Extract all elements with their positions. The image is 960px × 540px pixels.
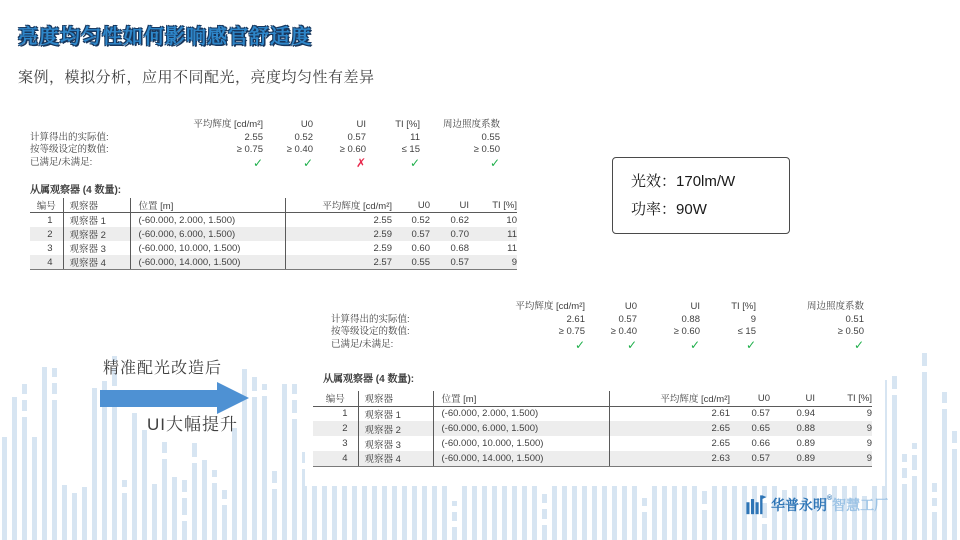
cell: 4 [30,255,63,270]
cell: 0.94 [796,408,815,420]
cell: 2.65 [711,438,730,449]
summary-after [331,301,864,352]
metric-value: 2.61 [566,313,585,325]
efficacy-value: 170lm/W [676,173,736,190]
cell: 0.57 [730,451,770,466]
cell: (-60.000, 14.000, 1.500) [433,451,609,466]
cell: 0.60 [411,242,430,254]
check-icon: ✓ [409,155,420,170]
metric-value: 0.55 [481,131,500,143]
cell: 2.57 [285,255,392,270]
metric-value: ≥ 0.75 [236,144,263,155]
metric-header: 平均辉度 [cd/m²] [193,119,263,130]
check-icon: ✓ [574,337,585,352]
metric-value: ≥ 0.60 [339,144,366,155]
metric-header: TI [%] [395,119,420,130]
row-label: 已满足/未满足: [30,156,93,168]
check-icon: ✓ [252,155,263,170]
column-header: TI [%] [469,198,517,213]
brand-logo [745,494,888,516]
metric-value: ≥ 0.40 [286,144,313,155]
cell: 0.57 [430,255,469,270]
metric-header: U0 [300,119,313,130]
metric-value: 11 [410,131,420,143]
check-icon: ✓ [489,155,500,170]
observer-table-after [313,391,872,467]
row-label: 已满足/未满足: [331,338,394,350]
cell: 0.66 [751,438,770,449]
row-label: 按等级设定的数值: [30,144,109,155]
column-header: TI [%] [815,391,872,406]
cell: 9 [866,408,872,420]
cell: 2.59 [373,242,392,254]
row-label: 按等级设定的数值: [331,326,410,337]
data-table [30,198,517,270]
cell: 2.65 [711,423,730,434]
transition-caption-top: 精准配光改造后 [103,360,223,377]
table-row [30,227,517,241]
metric-header: 周边照度系数 [442,119,500,130]
metric-value: ≥ 0.50 [837,326,864,337]
row-label: 计算得出的实际值: [30,131,109,143]
metric-header: UI [356,119,366,130]
cell: 11 [507,228,517,240]
cell: 0.52 [411,214,430,226]
cell: (-60.000, 6.000, 1.500) [433,421,609,436]
metric-value: ≥ 0.60 [673,326,700,337]
power-value: 90W [676,201,707,218]
cell: 10 [506,214,517,226]
cell: 1 [30,213,63,228]
cell: 9 [469,255,517,270]
cell: 3 [313,436,358,451]
brand-name [771,495,888,515]
cell: 0.57 [751,408,770,420]
metric-header: TI [%] [731,301,756,312]
metric-header: 周边照度系数 [806,301,864,312]
cell: 2 [313,421,358,436]
observers-label-before: 从属观察器 (4 数量): [30,185,122,196]
cell: 2 [30,227,63,241]
cell: 观察器 4 [358,451,433,466]
cell [331,301,509,314]
summary-before [30,119,500,170]
cell: 9 [866,438,872,449]
cell: 2.61 [711,408,730,420]
transition-caption-bottom: UI大幅提升 [147,415,238,434]
row-label: 计算得出的实际值: [331,313,410,325]
metric-value: 0.52 [294,131,313,143]
table-row [313,436,872,451]
cell: (-60.000, 10.000, 1.500) [433,436,609,451]
metric-value: 0.57 [347,131,366,143]
efficacy-label: 光效： [631,173,677,190]
metric-value: ≤ 15 [401,144,420,155]
metric-header: U0 [624,301,637,312]
metric-value: ≥ 0.50 [473,144,500,155]
cell: 观察器 1 [358,406,433,421]
cell: 2.59 [373,228,392,240]
cell: 0.89 [770,451,815,466]
arrow-shaft [100,390,217,407]
table-row [313,406,872,421]
cell: 3 [30,241,63,255]
data-table [313,391,872,467]
cell: 观察器 3 [63,241,130,255]
column-header: 编号 [313,391,358,406]
cell: 0.70 [450,228,469,240]
column-header: UI [770,391,815,406]
brand-suffix: 智慧工厂 [832,497,889,513]
cell: (-60.000, 2.000, 1.500) [130,213,285,228]
column-header: 观察器 [358,391,433,406]
subtitle: 案例，模拟分析，应用不同配光，亮度均匀性有差异 [18,69,375,86]
summary-table [30,119,500,170]
brand-main: 华普永明 [771,497,827,513]
metric-value: 2.55 [244,131,263,143]
cell: 观察器 3 [358,436,433,451]
cell: 观察器 2 [358,421,433,436]
metric-header: 平均辉度 [cd/m²] [515,301,585,312]
luminaire-info-box [612,157,790,234]
metric-value: 0.88 [681,313,700,325]
cell: 0.65 [751,423,770,434]
column-header: U0 [730,391,770,406]
efficacy-line [631,168,789,196]
table-row [313,421,872,436]
page-title: 亮度均匀性如何影响感官舒适度 [18,26,312,48]
column-header: 位置 [m] [130,198,285,213]
column-header: 平均辉度 [cd/m²] [609,391,730,406]
cell: 0.55 [392,255,430,270]
cell: 0.62 [450,214,469,226]
metric-value: 9 [750,313,756,325]
metric-value: 0.57 [618,313,637,325]
cell: 0.68 [450,242,469,254]
check-icon: ✓ [853,337,864,352]
power-label: 功率： [631,201,677,218]
table-row [30,241,517,255]
table-row [30,255,517,270]
table-row [313,451,872,466]
metric-header: UI [690,301,700,312]
cell: 2.63 [609,451,730,466]
cell: 观察器 4 [63,255,130,270]
cell: 4 [313,451,358,466]
check-icon: ✓ [745,337,756,352]
cross-icon: ✗ [355,155,366,170]
cell: (-60.000, 2.000, 1.500) [433,406,609,421]
factory-logo-icon [745,494,767,516]
cell: 0.89 [796,438,815,449]
cell: 9 [866,423,872,434]
cell [30,119,186,132]
column-header: UI [430,198,469,213]
column-header: 观察器 [63,198,130,213]
registered-mark: ® [827,495,833,502]
cell: 0.88 [796,423,815,434]
cell: (-60.000, 10.000, 1.500) [130,241,285,255]
cell: 0.57 [411,228,430,240]
summary-table [331,301,864,352]
metric-value: ≤ 15 [737,326,756,337]
cell: 观察器 1 [63,213,130,228]
observer-table-before [30,198,517,270]
check-icon: ✓ [302,155,313,170]
metric-value: ≥ 0.40 [610,326,637,337]
cell: 观察器 2 [63,227,130,241]
column-header: 位置 [m] [433,391,609,406]
check-icon: ✓ [626,337,637,352]
cell: 9 [815,451,872,466]
column-header: 编号 [30,198,63,213]
table-row [30,213,517,228]
check-icon: ✓ [689,337,700,352]
power-line [631,196,789,224]
cell: 1 [313,406,358,421]
cell: (-60.000, 6.000, 1.500) [130,227,285,241]
cell: 11 [507,242,517,254]
metric-value: 0.51 [845,313,864,325]
observers-label-after: 从属观察器 (4 数量): [323,374,415,385]
column-header: 平均辉度 [cd/m²] [285,198,392,213]
cell: 2.55 [373,214,392,226]
metric-value: ≥ 0.75 [558,326,585,337]
cell: (-60.000, 14.000, 1.500) [130,255,285,270]
column-header: U0 [392,198,430,213]
